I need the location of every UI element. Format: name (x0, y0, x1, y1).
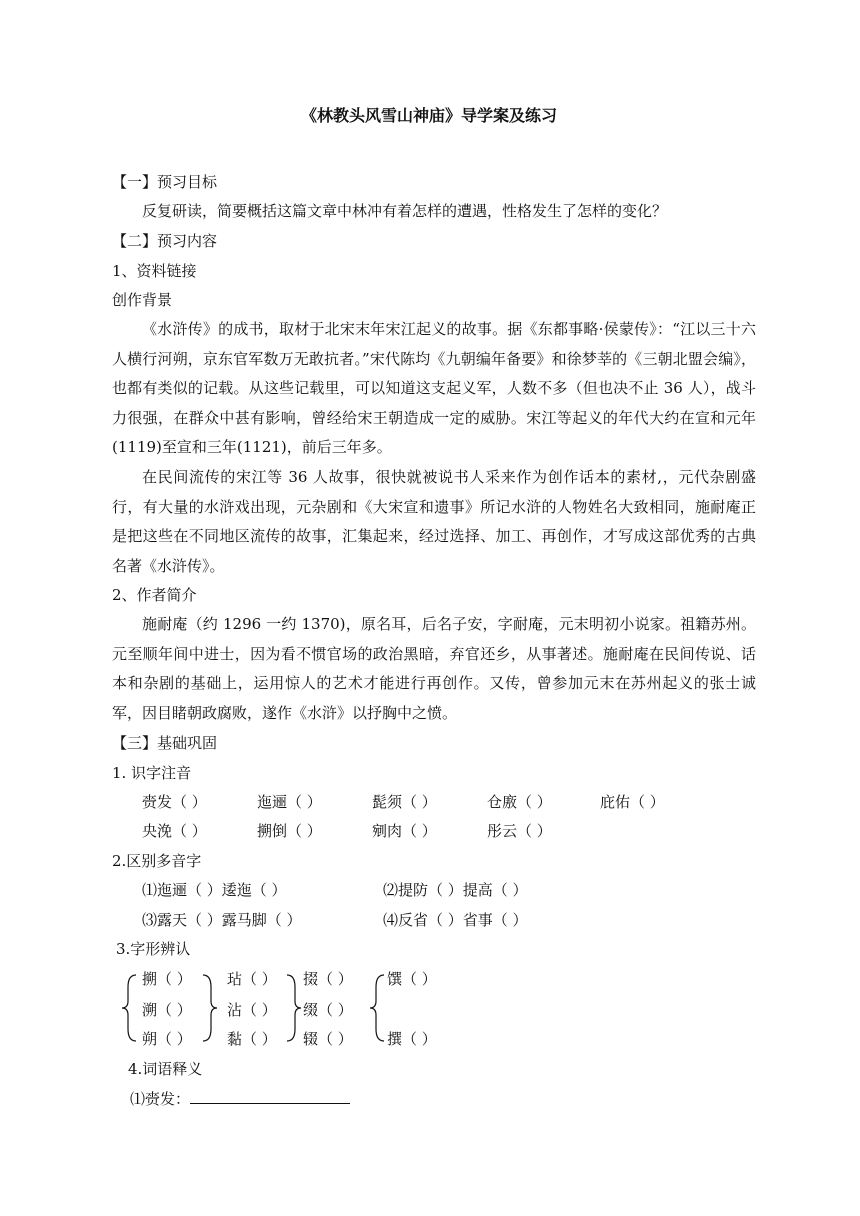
glyph-item: 馔（ ） (387, 970, 437, 988)
glyph-item: 玷（ ） (227, 970, 277, 988)
pinyin-item: 迤逦（ ） (257, 793, 322, 811)
section-2-heading: 【二】预习内容 (112, 232, 218, 250)
glyph-item: 黏（ ） (227, 1030, 277, 1048)
glyph-item: 溯（ ） (142, 1001, 192, 1019)
polyphone-item: ⑴迤逦（ ）逶迤（ ） (142, 881, 287, 899)
section-1-heading: 【一】预习目标 (112, 173, 218, 191)
paragraph-background-2: 在民间流传的宋江等 36 人故事，很快就被说书人采来作为创作话本的素材,，元代杂剧盛行，有大量的水浒戏出现，元杂剧和《大宋宣和遗事》所记水浒的人物姓名大致相同，施耐庵正是把这些在不同地区流传的故事，汇集起来，经过选择、加工、再创作，才写成这部优秀的古典名著《水浒传》。 (112, 468, 756, 575)
glyph-item: 辍（ ） (303, 1030, 353, 1048)
brace-group-2 (199, 973, 219, 1043)
glyph-item: 朔（ ） (142, 1030, 192, 1048)
question-3-label: 3.字形辨认 (116, 940, 191, 958)
pinyin-item: 搠倒（ ） (257, 822, 322, 840)
section-1-text: 反复研读，简要概括这篇文章中林冲有着怎样的遭遇，性格发生了怎样的变化？ (142, 202, 668, 220)
polyphone-item: ⑵提防（ ）提高（ ） (383, 881, 528, 899)
brace-group-3 (283, 973, 303, 1043)
polyphone-item: ⑷反省（ ）省事（ ） (383, 911, 528, 929)
definition-label: ⑴赍发： (130, 1090, 191, 1108)
glyph-item: 掇（ ） (303, 970, 353, 988)
pinyin-item: 剜肉（ ） (372, 822, 437, 840)
glyph-item: 沾（ ） (227, 1001, 277, 1019)
subheading-materials: 1、资料链接 (112, 262, 197, 280)
pinyin-item: 仓廒（ ） (487, 793, 552, 811)
question-1-label: 1. 识字注音 (112, 764, 192, 782)
question-2-label: 2.区别多音字 (112, 852, 202, 870)
section-3-heading: 【三】基础巩固 (112, 734, 218, 752)
pinyin-item: 彤云（ ） (487, 822, 552, 840)
subheading-author: 2、作者简介 (112, 586, 197, 604)
polyphone-item: ⑶露天（ ）露马脚（ ） (142, 911, 302, 929)
glyph-item: 撰（ ） (387, 1030, 437, 1048)
glyph-item: 搠（ ） (142, 970, 192, 988)
glyph-item: 缀（ ） (303, 1001, 353, 1019)
label-background: 创作背景 (112, 291, 173, 309)
paragraph-background-1: 《水浒传》的成书，取材于北宋末年宋江起义的故事。据《东都事略·侯蒙传》：“江以三十六人横行河朔，京东官军数万无敢抗者。”宋代陈均《九朝编年备要》和徐梦莘的《三朝北盟会编》，也都有类似的记载。从这些记载里，可以知道这支起义军，人数不多（但也决不止 36 人），战斗力很强，在群众中甚有影响，曾经给宋王朝造成一定的威胁。宋江等起义的年代大约在宣和元年(1119)至宣和三年(1121)，前后三年多。 (112, 320, 756, 456)
pinyin-item: 髭须（ ） (372, 793, 437, 811)
pinyin-item: 庇佑（ ） (600, 793, 665, 811)
page-title: 《林教头风雪山神庙》导学案及练习 (301, 106, 558, 125)
definition-item-1 (130, 1089, 350, 1109)
brace-group-4 (368, 973, 388, 1043)
question-4-label: 4.词语释义 (128, 1060, 203, 1078)
paragraph-author: 施耐庵（约 1296 一约 1370)，原名耳，后名子安，字耐庵，元末明初小说家。祖籍苏州。元至顺年间中进士，因为看不惯官场的政治黑暗，弃官还乡，从事著述。施耐庵在民间传说、话本和杂剧的基础上，运用惊人的艺术才能进行再创作。又传，曾参加元末在苏州起义的张士诚军，因目睹朝政腐败，遂作《水浒》以抒胸中之愤。 (112, 615, 756, 722)
pinyin-item: 央浼（ ） (142, 822, 207, 840)
answer-blank[interactable] (190, 1089, 350, 1104)
brace-group-1 (120, 973, 140, 1043)
pinyin-item: 赍发（ ） (142, 793, 207, 811)
